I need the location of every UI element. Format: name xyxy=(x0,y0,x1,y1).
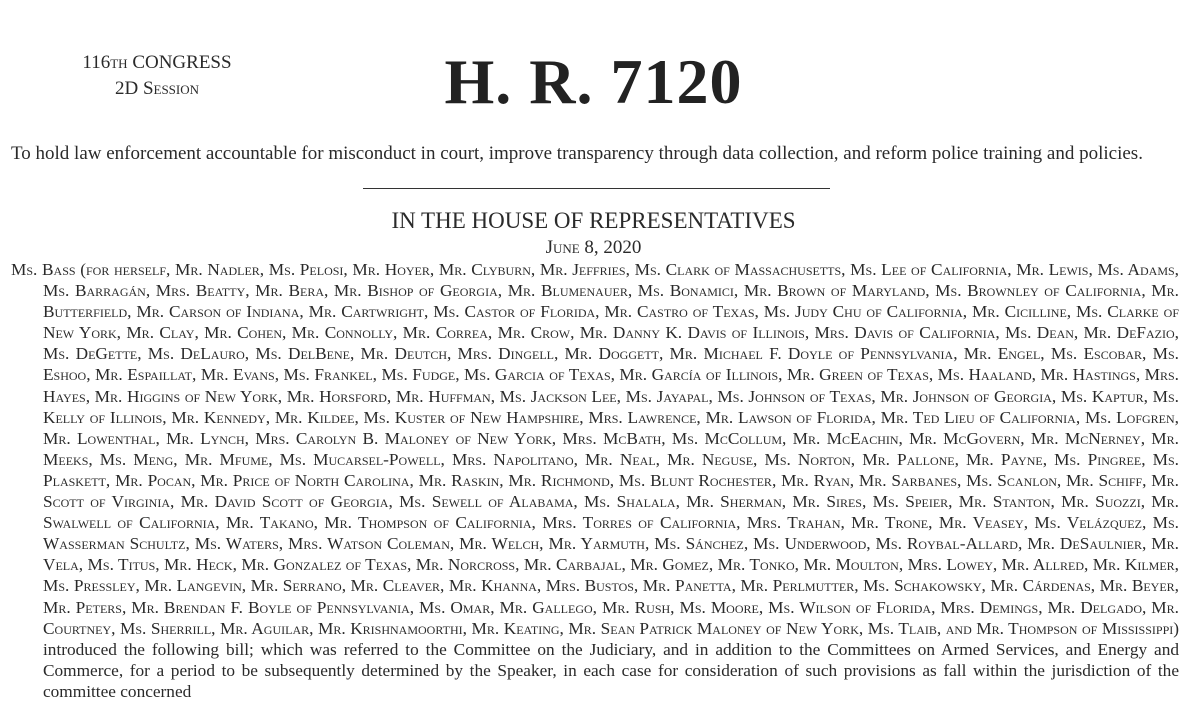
chamber-heading: IN THE HOUSE OF REPRESENTATIVES xyxy=(391,208,796,233)
session-line: 2D Session xyxy=(114,78,200,99)
referral-text: introduced the following bill; which was referred to the Committee on the Judiciary, and in addition to the Committees on Armed Services, and Energy and Commerce, for a period to be subsequently determined by the Speaker, in each case for consideration of such provisions as fall within the jurisdiction of the committee concerned xyxy=(43,639,1179,701)
congress-suffix: TH xyxy=(110,56,128,71)
divider-rule xyxy=(363,188,830,189)
introduction-date: June 8, 2020 xyxy=(545,237,642,258)
bill-title: To hold law enforcement accountable for misconduct in court, improve transparency through data collection, and reform police training and policies. xyxy=(11,143,1143,164)
congress-word: CONGRESS xyxy=(132,52,232,73)
sponsors-list: Ms. Bass (for herself, Mr. Nadler, Ms. Pelosi, Mr. Hoyer, Mr. Clyburn, Mr. Jeffries, Ms. Clark of Massachusetts, Ms. Lee of California, Mr. Lewis, Ms. Adams, Ms. Barragán, Mrs. Beatty, Mr. Bera, Mr. Bishop of Georgia, Mr. Blumenauer, Ms. Bonamici, Mr. Brown of Maryland, Ms. Brownley of California, Mr. Butterfield, Mr. Carson of Indiana, Mr. Cartwright, Ms. Castor of Florida, Mr. Castro of Texas, Ms. Judy Chu of California, Mr. Cicilline, Ms. Clarke of New York, Mr. Clay, Mr. Cohen, Mr. Connolly, Mr. Correa, Mr. Crow, Mr. Danny K. Davis of Illinois, Mrs. Davis of California, Ms. Dean, Mr. DeFazio, Ms. DeGette, Ms. DeLauro, Ms. DelBene, Mr. Deutch, Mrs. Dingell, Mr. Doggett, Mr. Michael F. Doyle of Pennsylvania, Mr. Engel, Ms. Escobar, Ms. Eshoo, Mr. Espaillat, Mr. Evans, Ms. Frankel, Ms. Fudge, Ms. Garcia of Texas, Mr. García of Illinois, Mr. Green of Texas, Ms. Haaland, Mr. Hastings, Mrs. Hayes, Mr. Higgins of New York, Mr. Horsford, Mr. Huffman, Ms. Jackson Lee, Ms. Jayapal, Ms. Johnson of Texas, Mr. Johnson of Georgia, Ms. Kaptur, Ms. Kelly of Illinois, Mr. Kennedy, Mr. Kildee, Ms. Kuster of New Hampshire, Mrs. Lawrence, Mr. Lawson of Florida, Mr. Ted Lieu of California, Ms. Lofgren, Mr. Lowenthal, Mr. Lynch, Mrs. Carolyn B. Maloney of New York, Mrs. McBath, Ms. McCollum, Mr. McEachin, Mr. McGovern, Mr. McNerney, Mr. Meeks, Ms. Meng, Mr. Mfume, Ms. Mucarsel-Powell, Mrs. Napolitano, Mr. Neal, Mr. Neguse, Ms. Norton, Mr. Pallone, Mr. Payne, Ms. Pingree, Ms. Plaskett, Mr. Pocan, Mr. Price of North Carolina, Mr. Raskin, Mr. Richmond, Ms. Blunt Rochester, Mr. Ryan, Mr. Sarbanes, Ms. Scanlon, Mr. Schiff, Mr. Scott of Virginia, Mr. David Scott of Georgia, Ms. Sewell of Alabama, Ms. Shalala, Mr. Sherman, Mr. Sires, Ms. Speier, Mr. Stanton, Mr. Suozzi, Mr. Swalwell of California, Mr. Takano, Mr. Thompson of California, Mrs. Torres of California, Mrs. Trahan, Mr. Trone, Mr. Veasey, Ms. Velázquez, Ms. Wasserman Schultz, Ms. Waters, Mrs. Watson Coleman, Mr. Welch, Mr. Yarmuth, Ms. Sánchez, Ms. Underwood, Ms. Roybal-Allard, Mr. DeSaulnier, Mr. Vela, Ms. Titus, Mr. Heck, Mr. Gonzalez of Texas, Mr. Norcross, Mr. Carbajal, Mr. Gomez, Mr. Tonko, Mr. Moulton, Mrs. Lowey, Mr. Allred, Mr. Kilmer, Ms. Pressley, Mr. Langevin, Mr. Serrano, Mr. Cleaver, Mr. Khanna, Mrs. Bustos, Mr. Panetta, Mr. Perlmutter, Ms. Schakowsky, Mr. Cárdenas, Mr. Beyer, Mr. Peters, Mr. Brendan F. Boyle of Pennsylvania, Ms. Omar, Mr. Gallego, Mr. Rush, Ms. Moore, Ms. Wilson of Florida, Mrs. Demings, Mr. Delgado, Mr. Courtney, Ms. Sherrill, Mr. Aguilar, Mr. Krishnamoorthi, Mr. Keating, Mr. Sean Patrick Maloney of New York, Ms. Tlaib, and Mr. Thompson of Mississippi) xyxy=(11,260,1179,638)
congress-number: 116 xyxy=(82,52,111,73)
sponsors-paragraph xyxy=(11,259,1179,702)
bill-number: H. R. 7120 xyxy=(444,46,743,117)
